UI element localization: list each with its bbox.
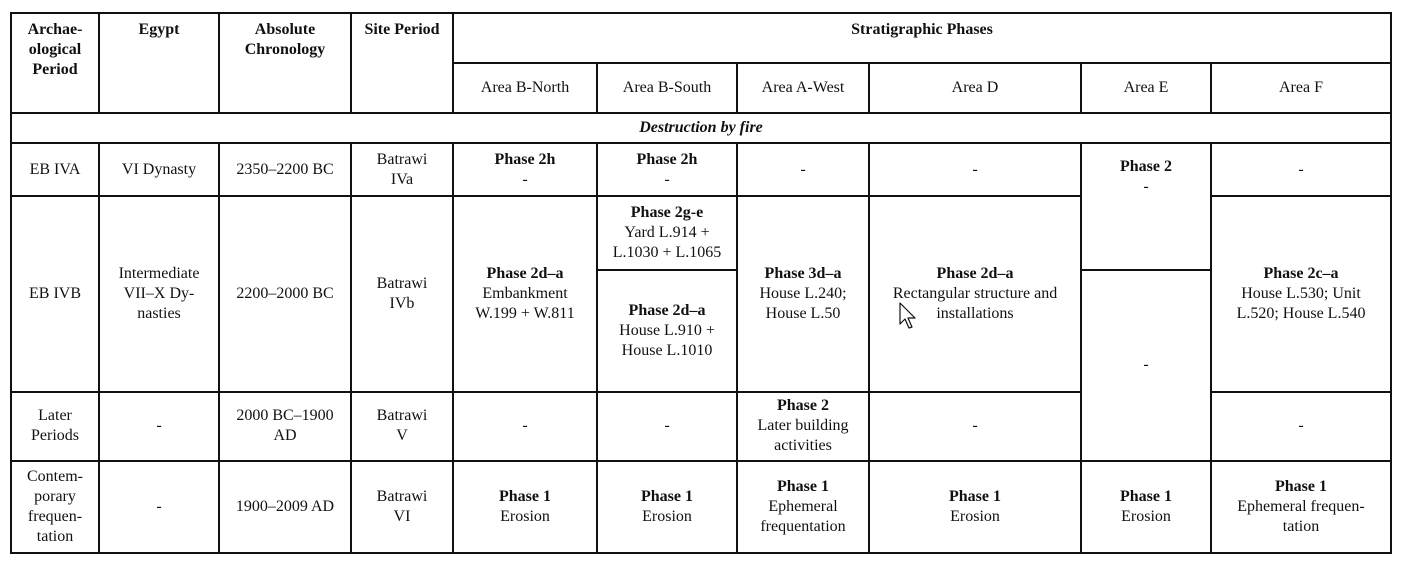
later-site-period (351, 392, 453, 460)
eb-ivb-area-f-phase: Phase 2c–a (1263, 265, 1339, 282)
later-area-e: - (1081, 270, 1211, 461)
later-a-west-desc-line2: activities (774, 437, 832, 455)
header-area-e: Area E (1081, 63, 1211, 113)
eb-iva-b-north-phase: Phase 2h (494, 150, 556, 168)
header-area-f: Area F (1211, 63, 1391, 113)
eb-iva-area-f: - (1211, 143, 1391, 195)
eb-ivb-area-f-desc-line1: House L.530; Unit (1241, 285, 1361, 302)
contemporary-site-period-line2: VI (393, 507, 411, 525)
eb-ivb-a-west-desc-line1: House L.240; (759, 285, 847, 302)
header-area-b-north: Area B-North (453, 63, 597, 113)
contemporary-area-d-desc: Erosion (950, 507, 1000, 525)
contemporary-a-west-desc-line2: frequentation (760, 517, 846, 535)
destruction-by-fire: Destruction by fire (11, 113, 1391, 143)
later-area-a-west (737, 392, 869, 460)
eb-ivb-area-b-south-upper (597, 196, 737, 270)
eb-iva-site-period (351, 143, 453, 195)
header-absolute-chronology: Absolute Chronology (219, 13, 351, 113)
contemporary-period-line4: tation (36, 527, 74, 545)
eb-ivb-area-d (869, 196, 1081, 393)
contemporary-area-b-north (453, 461, 597, 553)
eb-ivb-area-f-desc-line2: L.520; House L.540 (1236, 305, 1366, 322)
later-chronology (219, 392, 351, 460)
eb-ivb-site-period-line1: Batrawi (376, 275, 428, 292)
eb-iva-area-b-north (453, 143, 597, 195)
contemporary-area-b-south (597, 461, 737, 553)
contemporary-area-f-desc-line1: Ephemeral frequen- (1237, 497, 1365, 515)
contemporary-chronology: 1900–2009 AD (219, 461, 351, 553)
eb-ivb-b-south-lower-phase: Phase 2d–a (628, 302, 706, 320)
header-archaeological-period: Archae-ological Period (11, 13, 99, 113)
eb-iva-b-north-desc: - (522, 170, 528, 188)
eb-iva-area-b-south (597, 143, 737, 195)
header-area-d: Area D (869, 63, 1081, 113)
later-area-b-north: - (453, 392, 597, 460)
contemporary-b-south-desc: Erosion (642, 507, 692, 525)
eb-ivb-chronology: 2200–2000 BC (219, 196, 351, 393)
eb-iva-period: EB IVA (11, 143, 99, 195)
eb-iva-area-d: - (869, 143, 1081, 195)
later-egypt: - (99, 392, 219, 460)
eb-iva-site-period-line2: IVa (390, 170, 414, 188)
eb-ivb-b-north-desc-line1: Embankment (482, 285, 568, 302)
contemporary-period-line1: Contem- (27, 467, 83, 485)
later-site-period-line1: Batrawi (376, 407, 428, 425)
contemporary-area-a-west (737, 461, 869, 553)
eb-iva-b-south-desc: - (664, 170, 670, 188)
later-period-line1: Later (38, 407, 72, 425)
eb-iva-b-south-phase: Phase 2h (636, 150, 698, 168)
contemporary-period-line2: porary (34, 487, 76, 505)
eb-ivb-area-d-phase: Phase 2d–a (936, 265, 1014, 282)
eb-iva-egypt: VI Dynasty (99, 143, 219, 195)
contemporary-b-south-phase: Phase 1 (641, 487, 693, 505)
eb-iva-area-a-west: - (737, 143, 869, 195)
eb-iv-area-e-phase: Phase 2 (1120, 157, 1172, 175)
header-area-b-south: Area B-South (597, 63, 737, 113)
later-chronology-line2: AD (273, 427, 297, 445)
later-a-west-phase: Phase 2 (777, 397, 829, 415)
eb-ivb-egypt-line2: VII–X Dy- (123, 285, 195, 302)
eb-ivb-b-south-upper-desc-line2: L.1030 + L.1065 (612, 243, 722, 261)
later-a-west-desc-line1: Later building (757, 417, 849, 435)
eb-iv-area-e-spacer (1086, 197, 1206, 257)
mouse-pointer-icon (899, 302, 917, 330)
eb-ivb-period: EB IVB (11, 196, 99, 393)
later-area-b-south: - (597, 392, 737, 460)
contemporary-area-e (1081, 461, 1211, 553)
later-site-period-line2: V (396, 427, 408, 445)
eb-ivb-a-west-desc-line2: House L.50 (765, 305, 841, 322)
contemporary-site-period-line1: Batrawi (376, 487, 428, 505)
eb-ivb-site-period-line2: IVb (389, 295, 415, 312)
header-site-period: Site Period (351, 13, 453, 113)
eb-ivb-area-d-desc-line2: installations (936, 305, 1014, 322)
eb-iva-site-period-line1: Batrawi (376, 150, 428, 168)
eb-ivb-b-north-desc-line2: W.199 + W.811 (475, 305, 575, 322)
contemporary-egypt: - (99, 461, 219, 553)
contemporary-period (11, 461, 99, 553)
contemporary-area-d (869, 461, 1081, 553)
eb-ivb-area-d-desc-line1: Rectangular structure and (892, 285, 1058, 302)
eb-ivb-egypt (99, 196, 219, 393)
stratigraphy-table (10, 12, 1392, 554)
eb-ivb-egypt-line3: nasties (137, 305, 181, 322)
header-egypt: Egypt (99, 13, 219, 113)
later-period (11, 392, 99, 460)
eb-iva-chronology: 2350–2200 BC (219, 143, 351, 195)
row-contemporary (11, 461, 1391, 553)
row-eb-iva (11, 143, 1391, 195)
later-area-f: - (1211, 392, 1391, 460)
contemporary-area-f-phase: Phase 1 (1275, 477, 1327, 495)
stratigraphy-table-container (10, 12, 1390, 554)
contemporary-a-west-phase: Phase 1 (777, 477, 829, 495)
eb-ivb-b-north-phase: Phase 2d–a (486, 265, 564, 282)
contemporary-area-f-desc-line2: tation (1282, 517, 1320, 535)
eb-ivb-b-south-lower-desc-line1: House L.910 + (619, 322, 715, 340)
contemporary-a-west-desc-line1: Ephemeral (768, 497, 838, 515)
contemporary-area-e-desc: Erosion (1121, 507, 1171, 525)
contemporary-period-line3: frequen- (27, 507, 83, 525)
later-chronology-line1: 2000 BC–1900 (236, 407, 334, 425)
eb-ivb-site-period (351, 196, 453, 393)
later-period-line2: Periods (31, 427, 79, 445)
header-row-top (11, 13, 1391, 63)
contemporary-site-period (351, 461, 453, 553)
eb-iv-area-e-desc: - (1143, 177, 1149, 195)
header-stratigraphic-phases: Stratigraphic Phases (453, 13, 1391, 63)
eb-ivb-b-south-lower-desc-line2: House L.1010 (621, 342, 713, 360)
contemporary-area-d-phase: Phase 1 (949, 487, 1001, 505)
contemporary-b-north-desc: Erosion (500, 507, 550, 525)
eb-ivb-b-south-upper-desc-line1: Yard L.914 + (624, 223, 710, 241)
eb-ivb-b-south-upper-phase: Phase 2g-e (630, 203, 704, 221)
eb-ivb-egypt-line1: Intermediate (118, 265, 200, 282)
eb-ivb-area-a-west (737, 196, 869, 393)
eb-ivb-area-b-south-lower (597, 270, 737, 392)
header-area-a-west: Area A-West (737, 63, 869, 113)
destruction-row (11, 113, 1391, 143)
eb-ivb-area-f (1211, 196, 1391, 393)
contemporary-area-f (1211, 461, 1391, 553)
contemporary-area-e-phase: Phase 1 (1120, 487, 1172, 505)
eb-ivb-a-west-phase: Phase 3d–a (764, 265, 842, 282)
contemporary-b-north-phase: Phase 1 (499, 487, 551, 505)
eb-iv-area-e (1081, 143, 1211, 269)
later-area-d: - (869, 392, 1081, 460)
eb-ivb-area-b-north (453, 196, 597, 393)
